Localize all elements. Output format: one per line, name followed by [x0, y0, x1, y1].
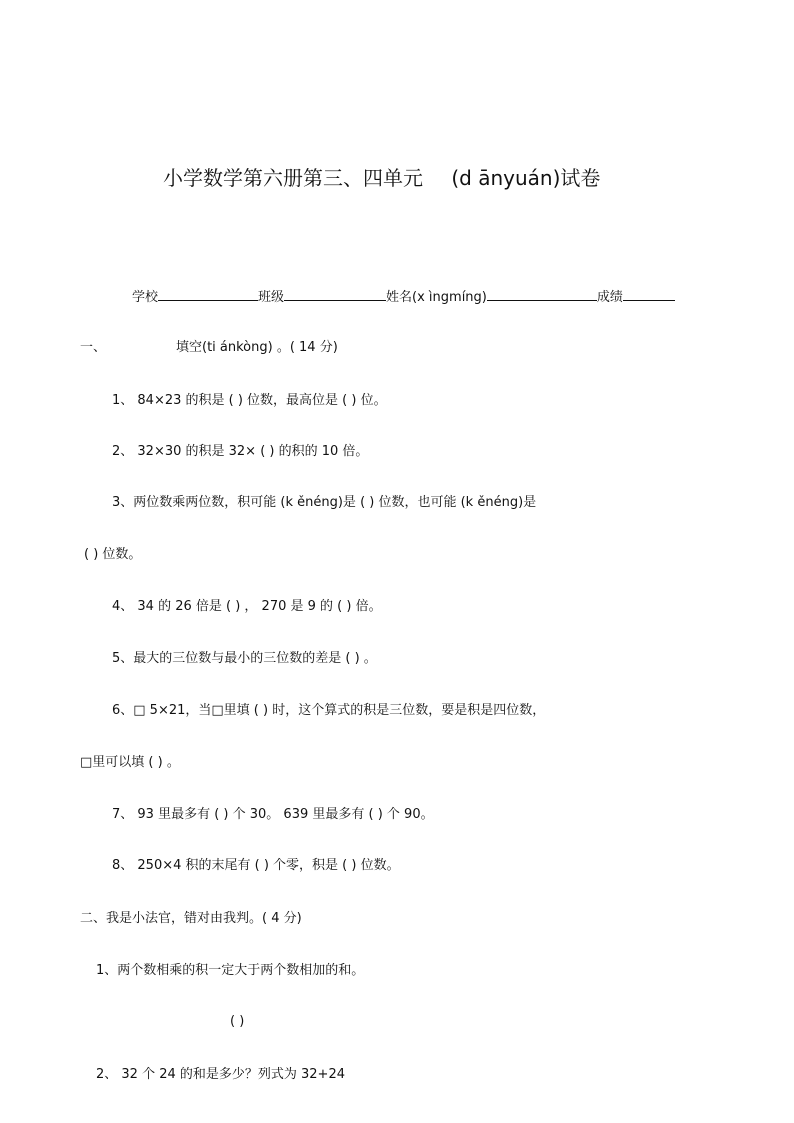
question-1-7: 7、 93 里最多有 ( ) 个 30。 639 里最多有 ( ) 个 90。: [112, 807, 434, 822]
question-1-6: 6、□ 5×21，当□里填 ( ) 时，这个算式的积是三位数，要是积是四位数，: [112, 703, 546, 718]
title-main: 小学数学第六册第三、四单元: [163, 166, 423, 190]
section1-heading: [80, 339, 338, 357]
class-blank: [284, 286, 386, 301]
question-2-1: 1、两个数相乘的积一定大于两个数相加的和。: [96, 963, 365, 978]
title-pinyin: (d ānyuán)试卷: [451, 166, 601, 190]
school-label: 学校: [132, 290, 159, 305]
question-1-8: 8、 250×4 积的末尾有 ( ) 个零，积是 ( ) 位数。: [112, 858, 400, 873]
question-1-3: 3、两位数乘两位数，积可能 (k ěnéng)是 ( ) 位数，也可能 (k ěnéng)是: [112, 495, 537, 510]
question-1-5: 5、最大的三位数与最小的三位数的差是 ( ) 。: [112, 651, 377, 666]
section2-heading: 二、我是小法官，错对由我判。( 4 分): [80, 911, 302, 926]
header-info: [132, 286, 675, 307]
score-label: 成绩: [596, 290, 623, 305]
answer-bracket-2-1: ( ): [230, 1014, 245, 1029]
question-1-2: 2、 32×30 的积是 32× ( ) 的积的 10 倍。: [112, 444, 369, 459]
name-blank: [487, 286, 597, 301]
class-label: 班级: [258, 290, 285, 305]
question-1-6-cont: □里可以填 ( ) 。: [80, 755, 180, 770]
question-2-2: 2、 32 个 24 的和是多少？列式为 32+24: [96, 1067, 345, 1082]
section1-number: 一、: [80, 340, 107, 355]
section1-title: 填空(ti ánkòng) 。( 14 分): [176, 340, 338, 355]
score-blank: [623, 286, 675, 301]
question-1-3-cont: ( ) 位数。: [84, 547, 142, 562]
name-label: 姓名(x ìngmíng): [386, 290, 487, 305]
school-blank: [158, 286, 258, 301]
question-1-4: 4、 34 的 26 倍是 ( ) ， 270 是 9 的 ( ) 倍。: [112, 599, 382, 614]
question-1-1: 1、 84×23 的积是 ( ) 位数，最高位是 ( ) 位。: [112, 393, 387, 408]
exam-title: [163, 165, 600, 191]
